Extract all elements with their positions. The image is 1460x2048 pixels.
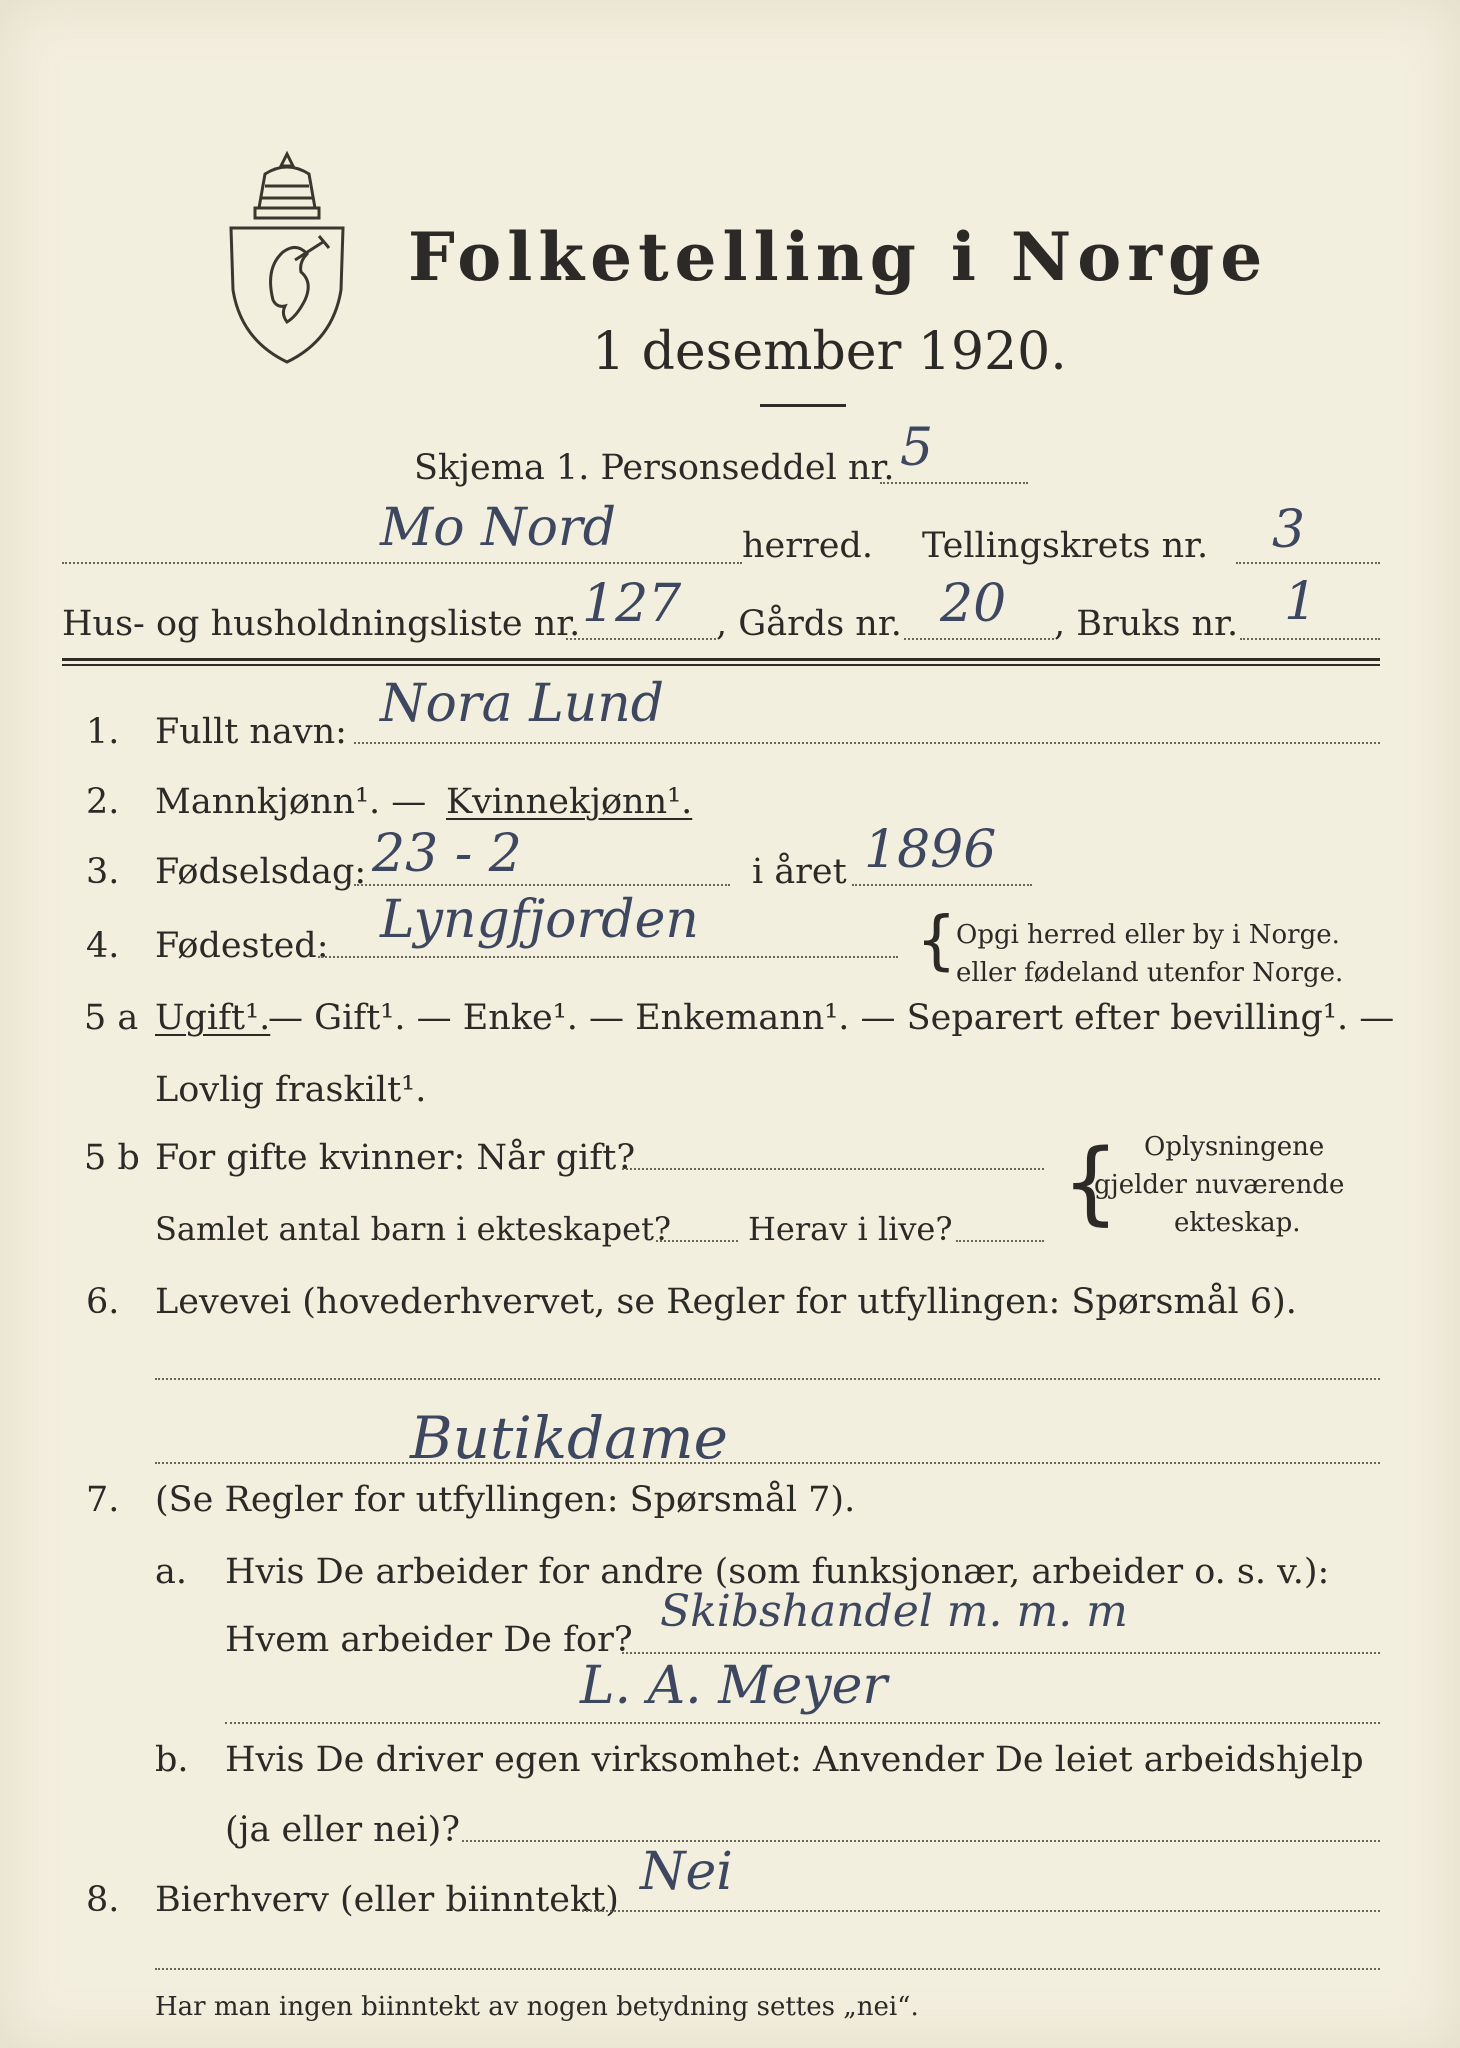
side-income-line-2 bbox=[155, 1968, 1380, 1970]
q3-number: 3. bbox=[86, 852, 120, 892]
q5b-note-3: ekteskap. bbox=[1174, 1208, 1301, 1238]
header-rule-1 bbox=[62, 658, 1380, 661]
q5b-brace: { bbox=[1062, 1130, 1120, 1235]
q7a-label: Hvis De arbeider for andre (som funksjonær, arbeider o. s. v.): bbox=[225, 1552, 1330, 1592]
q4-note-1: Opgi herred eller by i Norge. bbox=[956, 920, 1340, 950]
gards-line bbox=[904, 638, 1054, 640]
tellingskrets-label: Tellingskrets nr. bbox=[922, 526, 1209, 566]
husliste-line bbox=[566, 638, 716, 640]
birthplace-value[interactable]: Lyngfjorden bbox=[380, 890, 699, 950]
marital-fraskilt: Lovlig fraskilt¹. bbox=[155, 1070, 427, 1110]
form-date: 1 desember 1920. bbox=[592, 322, 1067, 382]
year-line bbox=[852, 884, 1032, 886]
q7b-letter: b. bbox=[155, 1740, 189, 1780]
marital-options: — Gift¹. — Enke¹. — Enkemann¹. — Separert efter bevilling¹. — bbox=[268, 998, 1395, 1038]
side-income-line bbox=[582, 1910, 1380, 1912]
herred-value[interactable]: Mo Nord bbox=[380, 498, 617, 558]
q5b-note-2: gjelder nuværende bbox=[1094, 1170, 1345, 1200]
birthday-line bbox=[354, 884, 730, 886]
tellingskrets-line bbox=[1236, 562, 1380, 564]
q3-label: Fødselsdag: bbox=[155, 852, 367, 892]
year-label: i året bbox=[752, 852, 847, 892]
side-income-value[interactable]: Nei bbox=[640, 1842, 733, 1902]
employer-value-1[interactable]: Skibshandel m. m. m bbox=[660, 1586, 1128, 1637]
coat-of-arms-icon bbox=[225, 150, 350, 370]
gards-value[interactable]: 20 bbox=[940, 574, 1007, 634]
q7-number: 7. bbox=[86, 1480, 120, 1520]
q7a-letter: a. bbox=[155, 1552, 187, 1592]
q4-number: 4. bbox=[86, 926, 120, 966]
q4-label: Fødested: bbox=[155, 926, 329, 966]
hired-help-line bbox=[462, 1840, 1380, 1842]
footer-note: Har man ingen biinntekt av nogen betydning settes „nei“. bbox=[155, 1992, 919, 2022]
skjema-line bbox=[880, 482, 1028, 484]
gards-label: , Gårds nr. bbox=[716, 604, 902, 644]
q7-label: (Se Regler for utfyllingen: Spørsmål 7). bbox=[155, 1480, 856, 1520]
q8-number: 8. bbox=[86, 1880, 120, 1920]
children-line bbox=[656, 1240, 738, 1242]
q7a-question: Hvem arbeider De for? bbox=[225, 1620, 633, 1660]
occupation-value[interactable]: Butikdame bbox=[410, 1404, 729, 1472]
q5b-note-1: Oplysningene bbox=[1144, 1132, 1325, 1162]
married-when-line bbox=[622, 1168, 1044, 1170]
birth-year-value[interactable]: 1896 bbox=[864, 820, 997, 880]
form-title: Folketelling i Norge bbox=[408, 218, 1269, 296]
q8-label: Bierhverv (eller biinntekt) bbox=[155, 1880, 619, 1920]
q1-label: Fullt navn: bbox=[155, 712, 347, 752]
title-divider bbox=[760, 404, 846, 407]
q1-number: 1. bbox=[86, 712, 120, 752]
bruks-line bbox=[1240, 638, 1380, 640]
husliste-label: Hus- og husholdningsliste nr. bbox=[62, 604, 581, 644]
birthday-value[interactable]: 23 - 2 bbox=[372, 824, 522, 884]
employer-value-2[interactable]: L. A. Meyer bbox=[580, 1656, 888, 1716]
q7b-label: Hvis De driver egen virksomhet: Anvender De leiet arbeidshjelp bbox=[225, 1740, 1364, 1780]
skjema-label: Skjema 1. Personseddel nr. bbox=[414, 448, 895, 488]
q7b-question: (ja eller nei)? bbox=[225, 1810, 461, 1850]
herred-label: herred. bbox=[742, 526, 873, 566]
q5b-label-married: For gifte kvinner: Når gift? bbox=[155, 1138, 636, 1178]
employer-line-2 bbox=[225, 1722, 1380, 1724]
occupation-line-2 bbox=[155, 1462, 1380, 1464]
birthplace-line bbox=[318, 956, 898, 958]
q4-brace: { bbox=[916, 904, 957, 978]
q1-line bbox=[354, 742, 1380, 744]
skjema-value[interactable]: 5 bbox=[900, 418, 934, 478]
gender-female-selected[interactable]: Kvinnekjønn¹. bbox=[446, 782, 693, 822]
q5b-label-children: Samlet antal barn i ekteskapet? bbox=[155, 1210, 672, 1248]
bruks-label: , Bruks nr. bbox=[1054, 604, 1239, 644]
husliste-value[interactable]: 127 bbox=[582, 574, 682, 634]
bruks-value[interactable]: 1 bbox=[1284, 572, 1318, 632]
occupation-line-1 bbox=[155, 1378, 1380, 1380]
gender-male: Mannkjønn¹. — bbox=[155, 782, 427, 822]
employer-line-1 bbox=[622, 1652, 1380, 1654]
q5a-number: 5 a bbox=[84, 998, 139, 1038]
tellingskrets-value[interactable]: 3 bbox=[1272, 500, 1306, 560]
q5b-number: 5 b bbox=[84, 1138, 140, 1178]
q6-label: Levevei (hovederhvervet, se Regler for utfyllingen: Spørsmål 6). bbox=[155, 1282, 1297, 1322]
alive-line bbox=[956, 1240, 1044, 1242]
full-name-value[interactable]: Nora Lund bbox=[380, 674, 664, 734]
q5b-label-alive: Herav i live? bbox=[748, 1210, 953, 1248]
marital-ugift-selected[interactable]: Ugift¹. bbox=[155, 998, 271, 1038]
q2-number: 2. bbox=[86, 782, 120, 822]
header-rule-2 bbox=[62, 664, 1380, 666]
q6-number: 6. bbox=[86, 1282, 120, 1322]
herred-line bbox=[62, 562, 742, 564]
q4-note-2: eller fødeland utenfor Norge. bbox=[956, 958, 1344, 988]
